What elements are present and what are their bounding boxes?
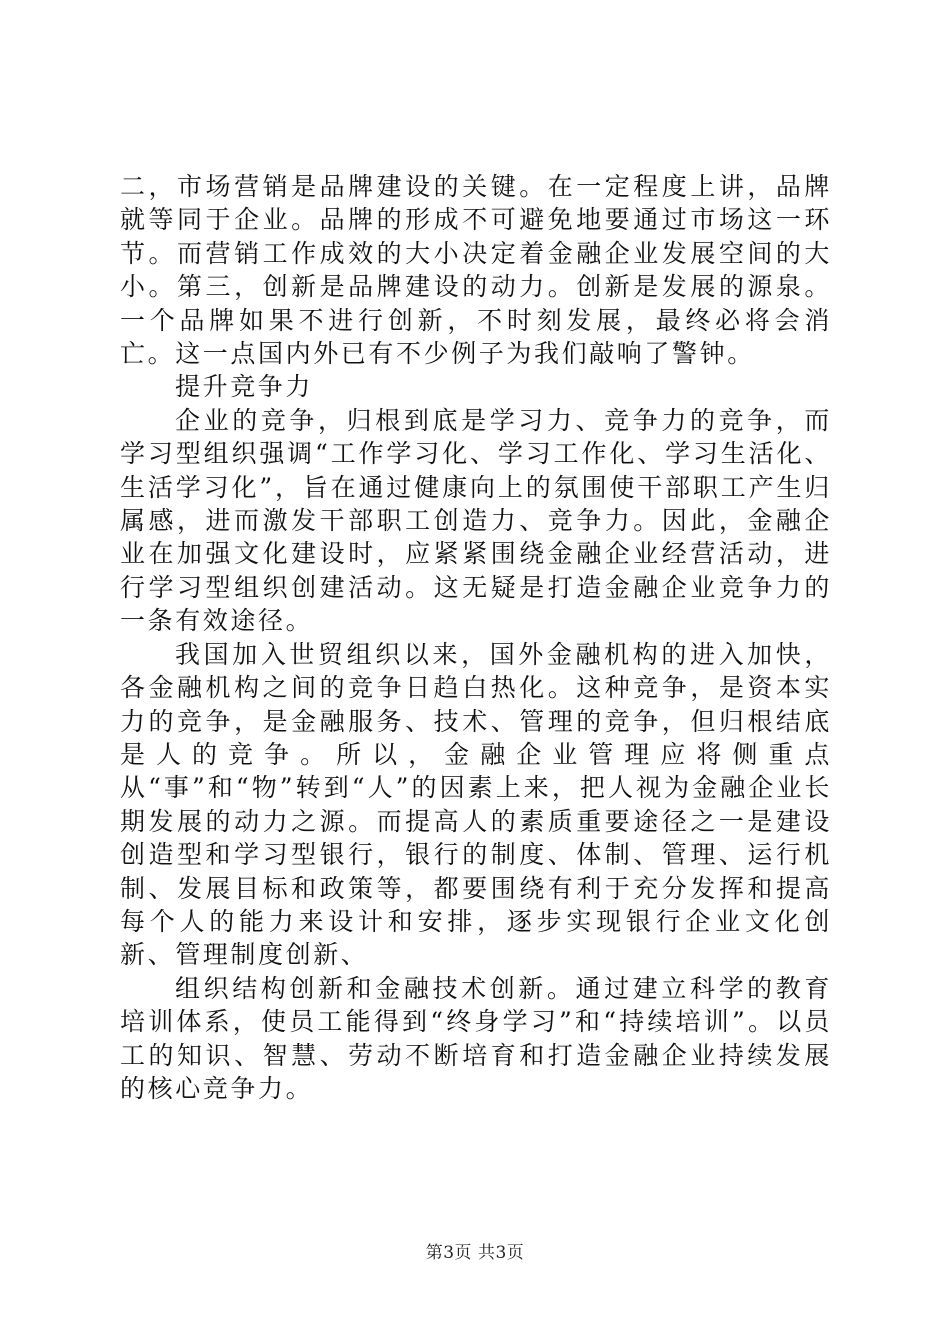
section-heading-competitiveness: 提升竞争力 <box>175 372 314 402</box>
page-number-footer: 第3页 共3页 <box>425 1243 525 1263</box>
document-body <box>120 170 832 1105</box>
paragraph-learning-organization: 企业的竞争，归根到底是学习力、竞争力的竞争，而学习型组织强调“工作学习化、学习工作化、学习生活化、生活学习化”，旨在通过健康向上的氛围使干部职工产生归属感，进而激发干部职工创造力、竞争力。因此，金融企业在加强文化建设时，应紧紧围绕金融企业经营活动，进行学习型组织创建活动。这无疑是打造金融企业竞争力的一条有效途径。 <box>120 405 832 636</box>
paragraph-brand-marketing: 二，市场营销是品牌建设的关键。在一定程度上讲，品牌就等同于企业。品牌的形成不可避免地要通过市场这一环节。而营销工作成效的大小决定着金融企业发展空间的大小。第三，创新是品牌建设的动力。创新是发展的源泉。一个品牌如果不进行创新，不时刻发展，最终必将会消亡。这一点国内外已有不少例子为我们敲响了警钟。 <box>120 172 832 369</box>
paragraph-wto-competition: 我国加入世贸组织以来，国外金融机构的进入加快，各金融机构之间的竞争日趋白热化。这种竞争，是资本实力的竞争，是金融服务、技术、管理的竞争，但归根结底是人的竞争。所以，金融企业管理应将侧重点从“事”和“物”转到“人”的因素上来，把人视为金融企业长期发展的动力之源。而提高人的素质重要途径之一是建设创造型和学习型银行，银行的制度、体制、管理、运行机制、发展目标和政策等，都要围绕有利于充分发挥和提高每个人的能力来设计和安排，逐步实现银行企业文化创新、管理制度创新、 <box>120 639 832 970</box>
paragraph-innovation-training: 组织结构创新和金融技术创新。通过建立科学的教育培训体系，使员工能得到“终身学习”和“持续培训”。以员工的知识、智慧、劳动不断培育和打造金融企业持续发展的核心竞争力。 <box>120 973 832 1103</box>
